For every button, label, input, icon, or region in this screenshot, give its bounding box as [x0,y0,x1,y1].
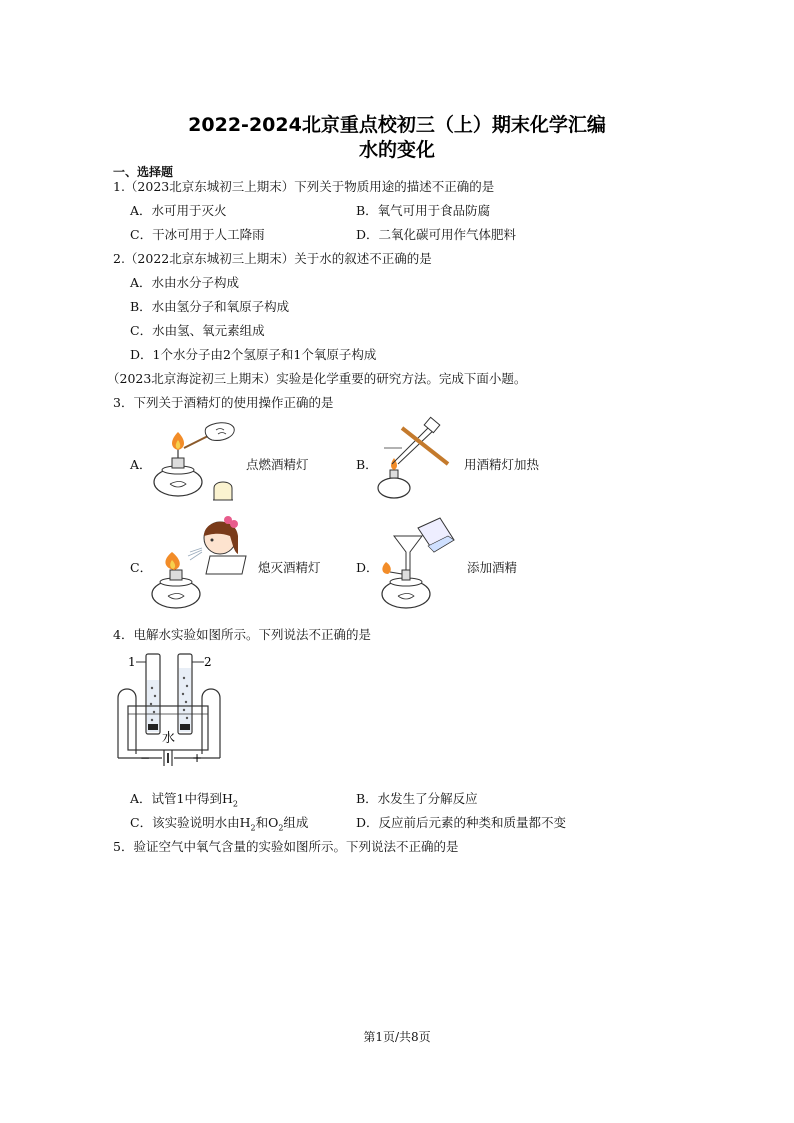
question-4-option-c-text: C．该实验说明水由H [130,815,251,830]
question-2-option-d: D．1个水分子由2个氢原子和1个氧原子构成 [130,347,377,362]
question-4-option-a-text: A．试管1中得到H [130,791,233,806]
question-3-option-d-text: 添加酒精 [467,560,518,575]
page-title: 2022-2024北京重点校初三（上）期末化学汇编 [188,114,606,136]
question-1-option-b: B．氧气可用于食品防腐 [356,203,491,218]
subscript: 2 [250,823,256,833]
question-2-option-a: A．水由水分子构成 [130,275,240,290]
section-heading: 一、选择题 [113,165,174,179]
question-4-option-c [130,815,308,837]
question-4-option-a [130,791,238,813]
question-2-option-c: C．水由氢、氧元素组成 [130,323,265,338]
question-4-stem: 4．电解水实验如图所示。下列说法不正确的是 [113,627,371,642]
page-subtitle: 水的变化 [358,139,435,161]
plus-sign: + [192,751,203,765]
question-1-option-d: D．二氧化碳可用作气体肥料 [356,227,517,242]
question-1-option-c: C．干冰可用于人工降雨 [130,227,265,242]
question-3-stem: 3．下列关于酒精灯的使用操作正确的是 [113,395,334,410]
page-footer: 第1页/共8页 [363,1030,431,1044]
question-3-option-b-letter: B． [356,457,378,472]
tube-heating-figure [372,418,462,506]
question-4-option-c-mid: 和O [255,815,279,830]
lamp-lighting-figure [150,418,250,508]
question-2-stem: 2.（2022北京东城初三上期末）关于水的叙述不正确的是 [113,251,432,266]
tube-2-label: 2 [204,655,212,669]
electrolysis-figure [112,650,232,780]
question-4-option-d: D．反应前后元素的种类和质量都不变 [356,815,567,830]
lamp-filling-figure [378,518,462,612]
question-3-option-a-text: 点燃酒精灯 [246,457,309,472]
question-3-option-a-letter: A． [130,457,152,472]
question-1-stem: 1.（2023北京东城初三上期末）下列关于物质用途的描述不正确的是 [113,179,495,194]
question-3-option-b-text: 用酒精灯加热 [464,457,540,472]
subscript: 2 [232,799,238,809]
question-3-option-c-letter: C． [130,560,153,575]
question-5-stem: 5．验证空气中氧气含量的实验如图所示。下列说法不正确的是 [113,839,459,854]
group-intro: （2023北京海淀初三上期末）实验是化学重要的研究方法。完成下面小题。 [107,371,527,386]
water-label: 水 [162,731,176,746]
minus-sign: − [140,751,151,765]
question-4-option-b: B．水发生了分解反应 [356,791,478,806]
lamp-cap-figure [212,478,234,502]
lamp-blowing-figure [148,512,252,614]
subscript: 2 [278,823,284,833]
question-3-option-d-letter: D． [356,560,379,575]
question-2-option-b: B．水由氢分子和氧原子构成 [130,299,290,314]
question-4-option-c-post: 组成 [283,815,309,830]
question-3-option-c-text: 熄灭酒精灯 [258,560,321,575]
question-1-option-a: A．水可用于灭火 [130,203,227,218]
tube-1-label: 1 [128,655,136,669]
